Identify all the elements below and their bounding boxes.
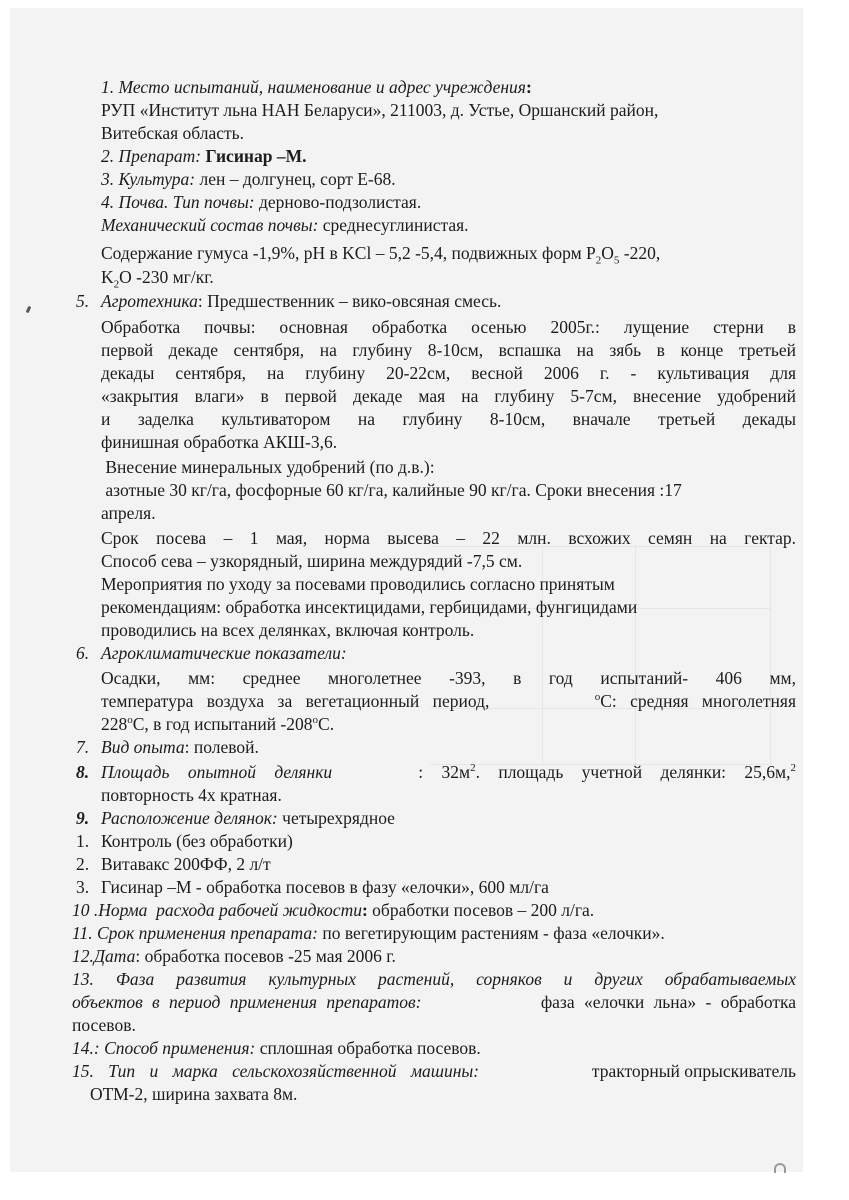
plot-area: : 32м <box>418 762 471 782</box>
sowing-line: Способ сева – узкорядный, ширина междурядий -7,5 см. <box>101 551 523 571</box>
item-15 <box>72 1060 796 1082</box>
item-9-label: Расположение делянок: <box>101 808 278 828</box>
item-8-line-2: повторность 4х кратная. <box>101 785 282 805</box>
item-15-line-2: ОТМ-2, ширина захвата 8м. <box>90 1084 298 1104</box>
item-5-label: Агротехника <box>101 291 198 311</box>
k-text-2: O -230 мг/кг. <box>119 267 214 287</box>
item-5 <box>101 290 501 312</box>
soil-line: декады сентября, на глубину 20-22см, весной 2006 г. - культивация для <box>101 363 796 383</box>
item-2-label: 2. Препарат: <box>101 146 202 166</box>
variant-text: Контроль (без обработки) <box>101 831 293 851</box>
k-text: K <box>101 267 114 287</box>
variant-text: Витавакс 200ФФ, 2 л/т <box>101 854 271 874</box>
item-15-label: 15. Тип и марка сельскохозяйственной машины: <box>72 1061 480 1081</box>
soil-line: финишная обработка АКШ-3,6. <box>101 432 338 452</box>
item-3 <box>101 168 396 190</box>
item-1-line-1: РУП «Институт льна НАН Беларуси», 211003, д. Устье, Оршанский район, <box>101 100 659 120</box>
item-10-value: обработки посевов – 200 л/га. <box>367 900 595 920</box>
squared-sign: 2 <box>790 762 796 775</box>
item-11-value: по вегетирующим растениям - фаза «елочки». <box>317 923 665 943</box>
item-5-value: : Предшественник – вико-овсяная смесь. <box>197 291 502 311</box>
sowing-line: Срок посева – 1 мая, норма высева – 22 млн. всхожих семян на гектар. <box>101 528 796 548</box>
item-7-value: : полевой. <box>184 737 259 757</box>
humus-text-2: O <box>601 243 614 263</box>
item-1-heading <box>101 76 532 98</box>
humus-text: Содержание гумуса -1,9%, pH в KCl – 5,2 -5,4, подвижных форм P <box>101 243 596 263</box>
humus-text-3: -220, <box>619 243 661 263</box>
item-12-label: 12.Дата <box>72 946 136 966</box>
variant-number: 1. <box>76 831 90 851</box>
item-11-label: 11. Срок применения препарата: <box>72 923 318 943</box>
item-6-line-2 <box>101 690 796 712</box>
degree-sign: o <box>594 691 601 704</box>
item-11 <box>72 922 665 944</box>
item-8-label: Площадь опытной делянки <box>101 762 333 782</box>
item-1-colon: : <box>525 77 532 97</box>
item-2-value: Гисинар –М. <box>205 146 307 166</box>
item-1-label: 1. Место испытаний, наименование и адрес учреждения <box>101 77 526 97</box>
item-7 <box>101 736 259 758</box>
fertilizer-line: апреля. <box>101 503 156 523</box>
soil-line: и заделка культиватором на глубину 8-10см, вначале третьей декады <box>101 409 796 429</box>
temperature-label: температура воздуха за вегетационный период, <box>101 691 503 711</box>
item-14 <box>72 1037 481 1059</box>
care-line: проводились на всех делянках, включая контроль. <box>101 620 475 640</box>
item-12 <box>72 945 396 967</box>
item-2 <box>101 145 306 167</box>
variant-text: Гисинар –М - обработка посевов в фазу «елочки», 600 мл/га <box>101 877 549 897</box>
item-4-mech-label: Механический состав почвы: <box>101 215 319 235</box>
temp-test-year: С, в год испытаний -208 <box>132 714 313 734</box>
item-13-value: фаза «елочки льна» - обработка <box>531 992 796 1012</box>
item-6-label: Агроклиматические показатели: <box>101 643 347 663</box>
item-10-label: 10 .Норма расхода рабочей жидкости <box>72 900 362 920</box>
temperature-unit <box>595 690 796 712</box>
item-4-value: дерново-подзолистая. <box>259 192 422 212</box>
item-13-line-2 <box>72 991 796 1013</box>
squared-sign: 2 <box>470 762 476 775</box>
record-plot-area: . площадь учетной делянки: 25,6м, <box>475 762 791 782</box>
item-13-label: объектов в период применения препаратов: <box>72 992 422 1012</box>
item-8-value <box>418 761 796 783</box>
item-9-value: четырехрядное <box>277 808 395 828</box>
variant-number: 2. <box>76 854 90 874</box>
soil-line: Обработка почвы: основная обработка осенью 2005г.: лущение стерни в <box>101 317 796 337</box>
temp-unit-end: С. <box>318 714 335 734</box>
temp-longterm-value: 228 <box>101 714 128 734</box>
item-15-value: тракторный опрыскиватель <box>587 1061 796 1081</box>
item-3-value: лен – долгунец, сорт Е-68. <box>199 169 396 189</box>
care-line: рекомендациям: обработка инсектицидами, гербицидами, фунгицидами <box>101 597 638 617</box>
item-6-number: 6. <box>76 643 90 663</box>
item-6-line-3 <box>101 713 334 735</box>
item-5-number: 5. <box>76 291 90 311</box>
k-sub: 2 <box>113 278 120 291</box>
item-13-line-1: 13. Фаза развития культурных растений, сорняков и других обрабатываемых <box>72 969 796 989</box>
temperature-avg-label: С: средняя многолетняя <box>600 691 796 711</box>
item-4-mech-value: среднесуглинистая. <box>322 215 469 235</box>
item-6-line-1: Осадки, мм: среднее многолетнее -393, в год испытаний- 406 мм, <box>101 668 796 688</box>
item-4-potassium <box>101 266 214 291</box>
soil-line: первой декаде сентября, на глубину 8-10см, вспашка на зябь в конце третьей <box>101 340 796 360</box>
fertilizer-line: азотные 30 кг/га, фосфорные 60 кг/га, калийные 90 кг/га. Сроки внесения :17 <box>101 480 682 500</box>
item-12-value: : обработка посевов -25 мая 2006 г. <box>135 946 396 966</box>
item-8 <box>101 761 796 783</box>
fertilizer-line: Внесение минеральных удобрений (по д.в.): <box>101 457 435 477</box>
humus-sub-2: 5 <box>613 254 620 267</box>
item-10 <box>72 899 594 921</box>
item-9-number: 9. <box>76 808 90 828</box>
care-line: Мероприятия по уходу за посевами проводились согласно принятым <box>101 574 615 594</box>
item-7-number: 7. <box>76 737 90 757</box>
item-4-mechanical <box>101 214 469 236</box>
item-4-humus <box>101 242 661 267</box>
item-10-colon: : <box>361 900 368 920</box>
item-14-label: 14.: Способ применения: <box>72 1038 256 1058</box>
page-number-mark <box>774 1163 786 1173</box>
item-14-value: сплошная обработка посевов. <box>255 1038 481 1058</box>
item-7-label: Вид опыта <box>101 737 185 757</box>
item-4-label: 4. Почва. Тип почвы: <box>101 192 255 212</box>
item-1-line-2: Витебская область. <box>101 123 245 143</box>
humus-sub-1: 2 <box>595 254 602 267</box>
item-8-number: 8. <box>76 762 90 782</box>
item-9 <box>101 807 395 829</box>
item-4 <box>101 191 421 213</box>
variant-number: 3. <box>76 877 90 897</box>
degree-sign: o <box>127 714 133 727</box>
item-13-line-3: посевов. <box>72 1015 136 1035</box>
soil-line: «закрытия влаги» в первой декаде мая на глубину 5-7см, внесение удобрений <box>101 386 796 406</box>
item-3-label: 3. Культура: <box>101 169 196 189</box>
degree-sign: o <box>312 714 319 727</box>
scan-speck <box>26 306 32 314</box>
